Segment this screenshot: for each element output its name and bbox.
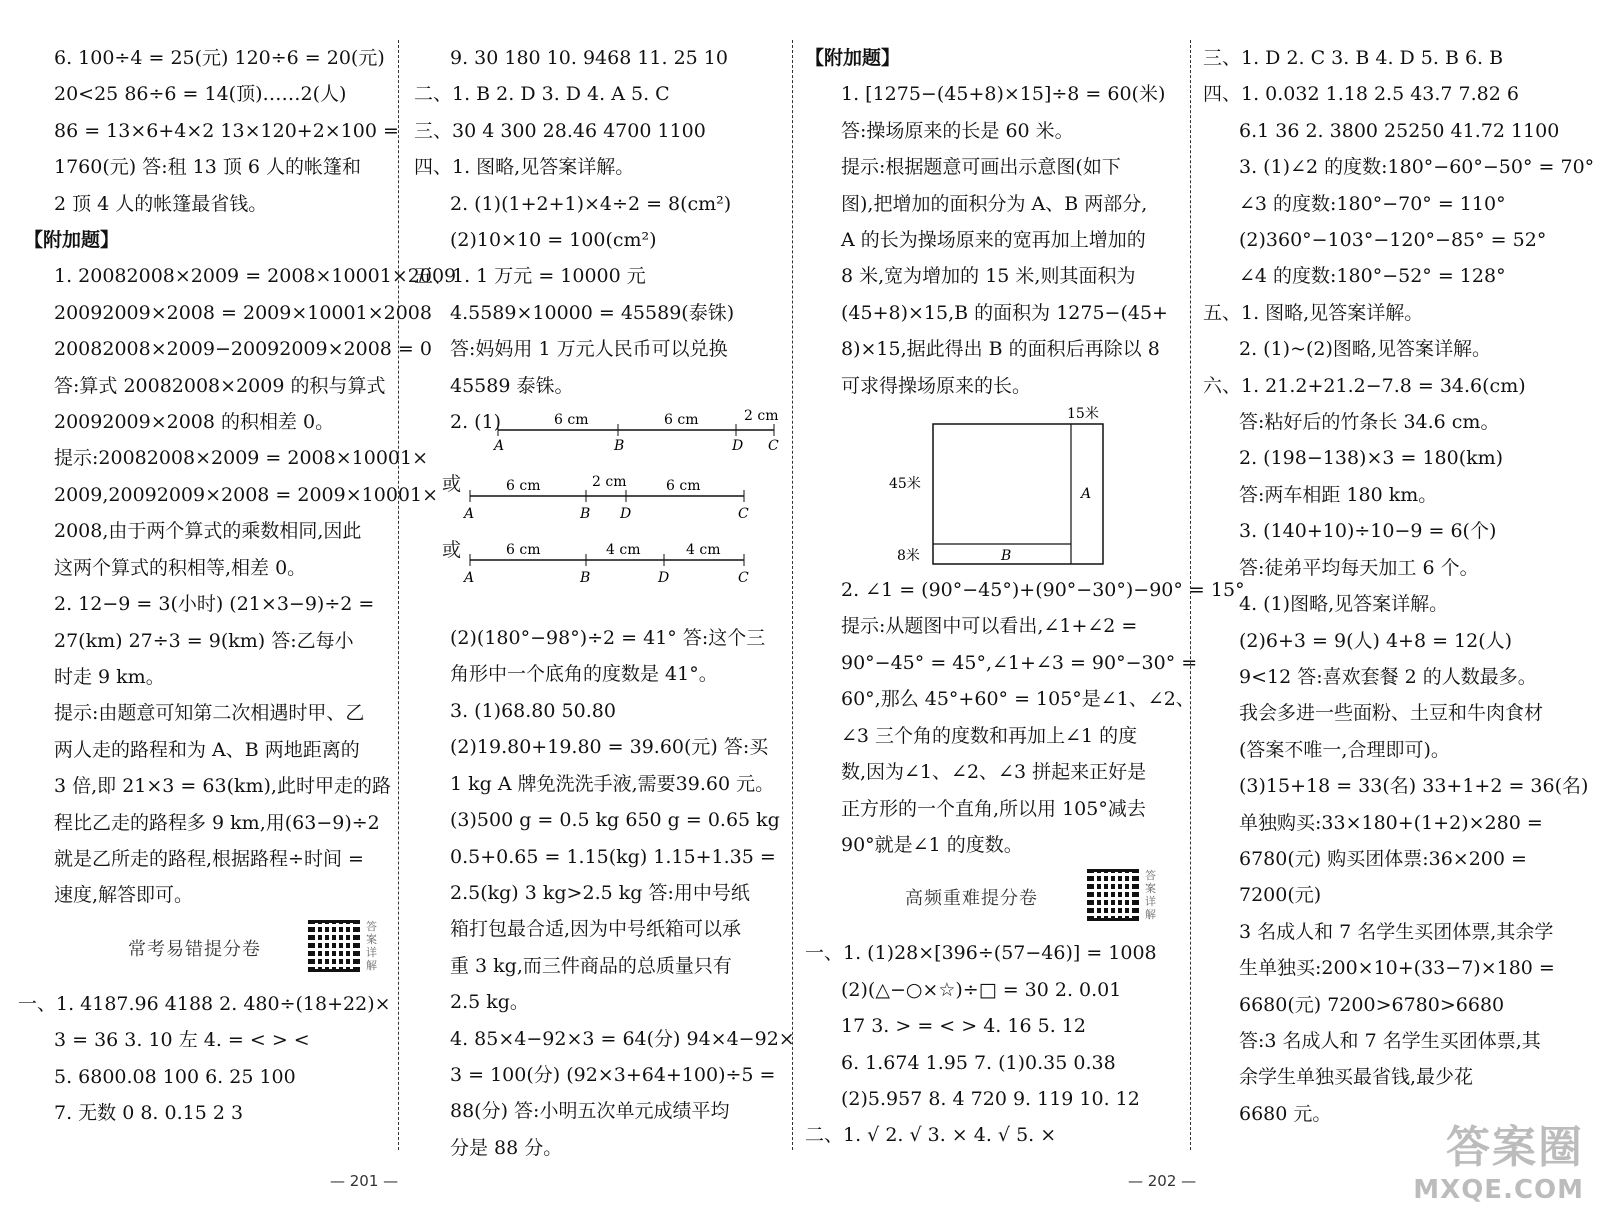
- text-line: 2008,由于两个算式的乘数相同,因此: [54, 520, 362, 543]
- text-line: 7. 无数 0 8. 0.15 2 3: [54, 1101, 244, 1124]
- qr-tag: 答案详解: [366, 919, 377, 972]
- text-line: 答:粘好后的竹条长 34.6 cm。: [1239, 411, 1500, 434]
- text-line: 9<12 答:喜欢套餐 2 的人数最多。: [1239, 665, 1537, 688]
- text-line: 就是乙所走的路程,根据路程÷时间 =: [54, 847, 364, 870]
- segment-diagrams: [414, 404, 786, 620]
- column-1: [18, 40, 457, 1131]
- text-line: 2. ∠1 = (90°−45°)+(90°−30°)−90° = 15°: [841, 579, 1245, 602]
- text-line: (3)500 g = 0.5 kg 650 g = 0.65 kg: [450, 809, 780, 832]
- text-line: 答:操场原来的长是 60 米。: [841, 119, 1074, 142]
- text-line: 答:两车相距 180 km。: [1239, 483, 1438, 506]
- point-label: C: [738, 570, 749, 587]
- watermark: [1413, 1111, 1584, 1205]
- text-line: 3. (1)68.80 50.80: [450, 699, 616, 722]
- segment-label: 4 cm: [606, 542, 641, 559]
- point-label: B: [580, 570, 591, 587]
- text-line: 2. 12−9 = 3(小时) (21×3−9)÷2 =: [54, 593, 375, 616]
- segment-label: 6 cm: [666, 478, 701, 495]
- text-line: 20082008×2009−20092009×2008 = 0: [54, 338, 432, 361]
- text-line: 88(分) 答:小明五次单元成绩平均: [450, 1100, 730, 1123]
- dim-label: 8米: [897, 548, 920, 565]
- section-title: 常考易错提分卷: [128, 938, 261, 960]
- text-line: 1. [1275−(45+8)×15]÷8 = 60(米): [841, 83, 1166, 106]
- text-line: 6680(元) 7200>6780>6680: [1239, 993, 1505, 1016]
- text-line: 可求得操场原来的长。: [841, 374, 1032, 397]
- text-line: 图),把增加的面积分为 A、B 两部分,: [841, 192, 1148, 215]
- text-line: 2.5 kg。: [450, 991, 529, 1014]
- segment-label: 2 cm: [744, 408, 779, 425]
- text-line: 答:徒弟平均每天加工 6 个。: [1239, 556, 1479, 579]
- text-line: 两人走的路程和为 A、B 两地距离的: [54, 738, 360, 761]
- text-line: ∠4 的度数:180°−52° = 128°: [1239, 265, 1506, 288]
- text-line: 3 倍,即 21×3 = 63(km),此时甲走的路: [54, 775, 391, 798]
- text-line: 分是 88 分。: [450, 1136, 563, 1159]
- point-label: B: [580, 506, 591, 523]
- qr-code-icon[interactable]: [1087, 869, 1139, 921]
- text-line: 2. (198−138)×3 = 180(km): [1239, 447, 1504, 470]
- text-line: 86 = 13×6+4×2 13×120+2×100 =: [54, 119, 399, 142]
- dim-label: 45米: [889, 476, 921, 493]
- segment-label: 6 cm: [664, 412, 699, 429]
- text-line: 角形中一个底角的度数是 41°。: [450, 663, 718, 686]
- column-divider: [1190, 40, 1191, 1150]
- text-line: 五、1. 图略,见答案详解。: [1203, 301, 1424, 324]
- text-line: 答:3 名成人和 7 名学生买团体票,其: [1239, 1029, 1541, 1052]
- text-line: 1760(元) 答:租 13 顶 6 人的帐篷和: [54, 156, 362, 179]
- text-line: 9. 30 180 10. 9468 11. 25 10: [450, 47, 728, 69]
- watermark-logo: 答案圈: [1446, 1122, 1584, 1173]
- page-number-left: — 201 —: [330, 1172, 399, 1190]
- or-label: 或: [442, 473, 462, 496]
- segment-label: 6 cm: [554, 412, 589, 429]
- text-line: (2)6+3 = 9(人) 4+8 = 12(人): [1239, 629, 1513, 652]
- text-line: (2)(△−○×☆)÷□ = 30 2. 0.01: [841, 978, 1122, 1001]
- text-line: (2)360°−103°−120°−85° = 52°: [1239, 229, 1547, 252]
- text-line: 6780(元) 购买团体票:36×200 =: [1239, 847, 1527, 870]
- text-line: 时走 9 km。: [54, 665, 165, 688]
- hint-line: 提示:由题意可知第二次相遇时甲、乙: [54, 702, 365, 725]
- text-line: 2. (1)~(2)图略,见答案详解。: [1239, 338, 1491, 361]
- text-line: 6.1 36 2. 3800 25250 41.72 1100: [1239, 119, 1560, 142]
- point-label: A: [464, 506, 475, 523]
- text-line: 四、1. 图略,见答案详解。: [414, 156, 635, 179]
- text-line: 我会多进一些面粉、土豆和牛肉食材: [1239, 702, 1544, 725]
- text-line: 20<25 86÷6 = 14(顶)……2(人): [54, 83, 347, 106]
- section-banner: [805, 869, 1177, 931]
- text-line: 2.5(kg) 3 kg>2.5 kg 答:用中号纸: [450, 881, 750, 904]
- column-3: [805, 40, 1245, 1154]
- page-number-right: — 202 —: [1128, 1172, 1197, 1190]
- text-line: 45589 泰铢。: [450, 374, 574, 397]
- text-line: 3 名成人和 7 名学生买团体票,其余学: [1239, 920, 1554, 943]
- text-line: 一、1. (1)28×[396÷(57−46)] = 1008: [805, 942, 1157, 965]
- text-line: 1. 20082008×2009 = 2008×10001×2009: [54, 265, 457, 288]
- hint-line: 提示:从题图中可以看出,∠1+∠2 =: [841, 615, 1138, 638]
- text-line: (2)10×10 = 100(cm²): [450, 229, 657, 252]
- text-line: 数,因为∠1、∠2、∠3 拼起来正好是: [841, 761, 1147, 784]
- text-line: 6. 100÷4 = 25(元) 120÷6 = 20(元): [54, 47, 385, 69]
- text-line: 6. 1.674 1.95 7. (1)0.35 0.38: [841, 1051, 1116, 1074]
- text-line: 3. (140+10)÷10−9 = 6(个): [1239, 520, 1497, 543]
- text-line: 三、1. D 2. C 3. B 4. D 5. B 6. B: [1203, 47, 1504, 69]
- text-line: 4.5589×10000 = 45589(泰铢): [450, 301, 735, 324]
- playground-svg: [805, 404, 1177, 572]
- point-label: D: [732, 438, 744, 455]
- text-line: 90°−45° = 45°,∠1+∠3 = 90°−30° =: [841, 651, 1198, 674]
- region-label: B: [1001, 548, 1012, 565]
- text-line: 6680 元。: [1239, 1102, 1332, 1125]
- text-line: 一、1. 4187.96 4188 2. 480÷(18+22)×: [18, 992, 391, 1015]
- region-label: A: [1081, 486, 1092, 503]
- point-label: B: [614, 438, 625, 455]
- text-line: 速度,解答即可。: [54, 884, 194, 907]
- text-line: 7200(元): [1239, 884, 1322, 907]
- text-line: 程比乙走的路程多 9 km,用(63−9)÷2: [54, 811, 380, 834]
- text-line: 二、1. B 2. D 3. D 4. A 5. C: [414, 83, 670, 106]
- text-line: 正方形的一个直角,所以用 105°减去: [841, 797, 1146, 820]
- hint-line: 提示:根据题意可画出示意图(如下: [841, 156, 1121, 179]
- text-line: 8)×15,据此得出 B 的面积后再除以 8: [841, 338, 1160, 361]
- point-label: A: [464, 570, 475, 587]
- point-label: D: [658, 570, 670, 587]
- segment-label: 6 cm: [506, 542, 541, 559]
- section-title: 高频重难提分卷: [905, 888, 1038, 910]
- point-label: C: [738, 506, 749, 523]
- text-line: 3. (1)∠2 的度数:180°−60°−50° = 70°: [1239, 156, 1595, 179]
- text-line: 8 米,宽为增加的 15 米,则其面积为: [841, 265, 1136, 288]
- column-4: [1203, 40, 1595, 1132]
- text-line: 20092009×2008 的积相差 0。: [54, 411, 335, 434]
- text-line: (2)19.80+19.80 = 39.60(元) 答:买: [450, 736, 769, 759]
- or-label: 或: [442, 539, 462, 562]
- column-2: [414, 40, 795, 1166]
- text-line: 这两个算式的积相等,相差 0。: [54, 556, 307, 579]
- column-divider: [792, 40, 793, 1150]
- text-line: 3 = 36 3. 10 左 4. = < > <: [54, 1029, 310, 1052]
- segment-label: 6 cm: [506, 478, 541, 495]
- text-line: (2)5.957 8. 4 720 9. 119 10. 12: [841, 1087, 1140, 1110]
- text-line: 3 = 100(分) (92×3+64+100)÷5 =: [450, 1063, 776, 1086]
- text-line: 余学生单独买最省钱,最少花: [1239, 1066, 1474, 1089]
- text-line: 4. 85×4−92×3 = 64(分) 94×4−92×: [450, 1027, 795, 1050]
- text-line: A 的长为操场原来的宽再加上增加的: [841, 229, 1146, 252]
- text-line: (45+8)×15,B 的面积为 1275−(45+: [841, 301, 1168, 324]
- point-label: D: [620, 506, 632, 523]
- dim-label: 15米: [1067, 406, 1099, 423]
- text-line: 答:算式 20082008×2009 的积与算式: [54, 374, 386, 397]
- text-line: 五、1. 1 万元 = 10000 元: [414, 265, 646, 288]
- text-line: 重 3 kg,而三件商品的总质量只有: [450, 954, 732, 977]
- text-line: 90°就是∠1 的度数。: [841, 833, 1023, 856]
- segment-diagram-svg: [414, 404, 786, 620]
- text-line: 60°,那么 45°+60° = 105°是∠1、∠2、: [841, 688, 1195, 711]
- watermark-url: MXQE.COM: [1413, 1175, 1584, 1205]
- text-line: (3)15+18 = 33(名) 33+1+2 = 36(名): [1239, 775, 1589, 798]
- point-label: A: [494, 438, 505, 455]
- text-line: 四、1. 0.032 1.18 2.5 43.7 7.82 6: [1203, 83, 1519, 106]
- text-line: 单独购买:33×180+(1+2)×280 =: [1239, 811, 1543, 834]
- text-line: 5. 6800.08 100 6. 25 100: [54, 1065, 296, 1088]
- text-line: 1 kg A 牌免洗洗手液,需要39.60 元。: [450, 772, 775, 795]
- text-line: 2 顶 4 人的帐篷最省钱。: [54, 192, 268, 215]
- point-label: C: [768, 438, 779, 455]
- text-line: (2)(180°−98°)÷2 = 41° 答:这个三: [450, 627, 766, 650]
- playground-figure: [805, 404, 1177, 572]
- qr-tag: 答案详解: [1145, 869, 1156, 922]
- qr-code-icon[interactable]: [308, 920, 360, 972]
- section-heading: 【附加题】: [805, 47, 901, 69]
- text-line: ∠3 的度数:180°−70° = 110°: [1239, 192, 1506, 215]
- text-line: 答:妈妈用 1 万元人民币可以兑换: [450, 338, 728, 361]
- text-line: 六、1. 21.2+21.2−7.8 = 34.6(cm): [1203, 374, 1526, 397]
- column-divider: [398, 40, 399, 1150]
- segment-label: 2 cm: [592, 474, 627, 491]
- text-line: 2009,20092009×2008 = 2009×10001×: [54, 483, 439, 506]
- text-line: 2. (1)(1+2+1)×4÷2 = 8(cm²): [450, 192, 732, 215]
- text-line: 箱打包最合适,因为中号纸箱可以承: [450, 918, 742, 941]
- text-line: (答案不唯一,合理即可)。: [1239, 738, 1450, 761]
- text-line: 二、1. √ 2. √ 3. × 4. √ 5. ×: [805, 1124, 1057, 1147]
- text-line: 17 3. > = < > 4. 16 5. 12: [841, 1015, 1086, 1038]
- section-banner: [18, 920, 390, 982]
- text-line: 三、30 4 300 28.46 4700 1100: [414, 119, 706, 142]
- segment-label: 4 cm: [686, 542, 721, 559]
- text-line: 27(km) 27÷3 = 9(km) 答:乙每小: [54, 629, 354, 652]
- text-line: 0.5+0.65 = 1.15(kg) 1.15+1.35 =: [450, 845, 776, 868]
- text-line: 2. (1): [450, 411, 502, 434]
- section-heading: 【附加题】: [24, 229, 120, 252]
- text-line: ∠3 三个角的度数和再加上∠1 的度: [841, 724, 1138, 747]
- hint-line: 提示:20082008×2009 = 2008×10001×: [54, 447, 429, 470]
- text-line: 20092009×2008 = 2009×10001×2008: [54, 301, 432, 324]
- text-line: 生单独买:200×10+(33−7)×180 =: [1239, 957, 1555, 980]
- text-line: 4. (1)图略,见答案详解。: [1239, 593, 1449, 616]
